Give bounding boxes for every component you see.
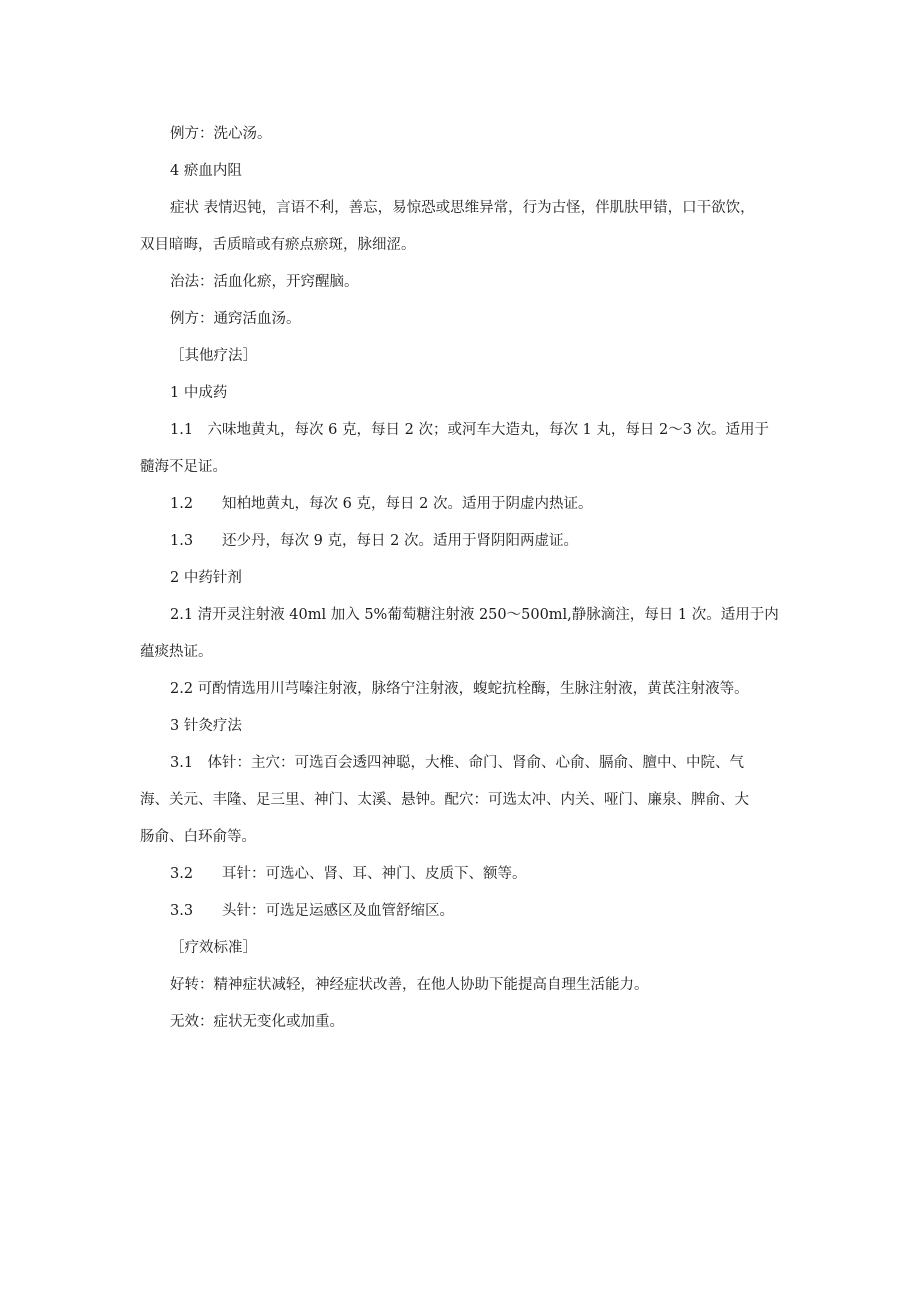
item-2-2: 2.2 可酌情选用川芎嗪注射液，脉络宁注射液，蝮蛇抗栓酶，生脉注射液，黄芪注射液等。 xyxy=(170,681,749,697)
subheading-chinese-patent-medicine: 1 中成药 xyxy=(170,385,228,401)
example-prescription-line: 例方：洗心汤。 xyxy=(170,126,272,142)
item-3-1-line-1: 3.1 体针：主穴：可选百会透四神聪，大椎、命门、肾俞、心俞、膈俞、膻中、中院、气 xyxy=(170,755,745,771)
item-2-1-line-1: 2.1 清开灵注射液 40ml 加入 5%葡萄糖注射液 250～500ml,静脉滴注，每日 1 次。适用于内 xyxy=(170,607,779,623)
section-heading-blood-stasis: 4 瘀血内阻 xyxy=(170,163,242,179)
section-heading-other-therapies: ［其他疗法］ xyxy=(170,348,257,364)
subheading-herbal-injections: 2 中药针剂 xyxy=(170,570,242,586)
item-3-1-line-3: 肠俞、白环俞等。 xyxy=(140,829,256,845)
symptoms-line-1: 症状 表情迟钝，言语不利，善忘，易惊恐或思维异常，行为古怪，伴肌肤甲错，口干欲饮， xyxy=(170,200,755,216)
criteria-improved: 好转：精神症状减轻，神经症状改善，在他人协助下能提高自理生活能力。 xyxy=(170,977,649,993)
example-prescription-line-2: 例方：通窍活血汤。 xyxy=(170,311,301,327)
item-1-1-line-2: 髓海不足证。 xyxy=(140,459,227,475)
item-2-1-line-2: 蕴痰热证。 xyxy=(140,644,213,660)
item-3-3: 3.3 头针：可选足运感区及血管舒缩区。 xyxy=(170,903,455,919)
item-1-2: 1.2 知柏地黄丸，每次 6 克，每日 2 次。适用于阴虚内热证。 xyxy=(170,496,593,512)
treatment-method-line: 治法：活血化瘀，开窍醒脑。 xyxy=(170,274,359,290)
item-3-2: 3.2 耳针：可选心、肾、耳、神门、皮质下、额等。 xyxy=(170,866,527,882)
criteria-ineffective: 无效：症状无变化或加重。 xyxy=(170,1014,344,1030)
item-1-1-line-1: 1.1 六味地黄丸，每次 6 克，每日 2 次；或河车大造丸，每次 1 丸，每日 2～3 次。适用于 xyxy=(170,422,770,438)
subheading-acupuncture: 3 针灸疗法 xyxy=(170,718,242,734)
symptoms-line-2: 双目暗晦，舌质暗或有瘀点瘀斑，脉细涩。 xyxy=(140,237,416,253)
item-1-3: 1.3 还少丹，每次 9 克，每日 2 次。适用于肾阴阳两虚证。 xyxy=(170,533,578,549)
item-3-1-line-2: 海、关元、丰隆、足三里、神门、太溪、悬钟。配穴：可选太冲、内关、哑门、廉泉、脾俞、大 xyxy=(140,792,749,808)
section-heading-efficacy-criteria: ［疗效标准］ xyxy=(170,940,257,956)
